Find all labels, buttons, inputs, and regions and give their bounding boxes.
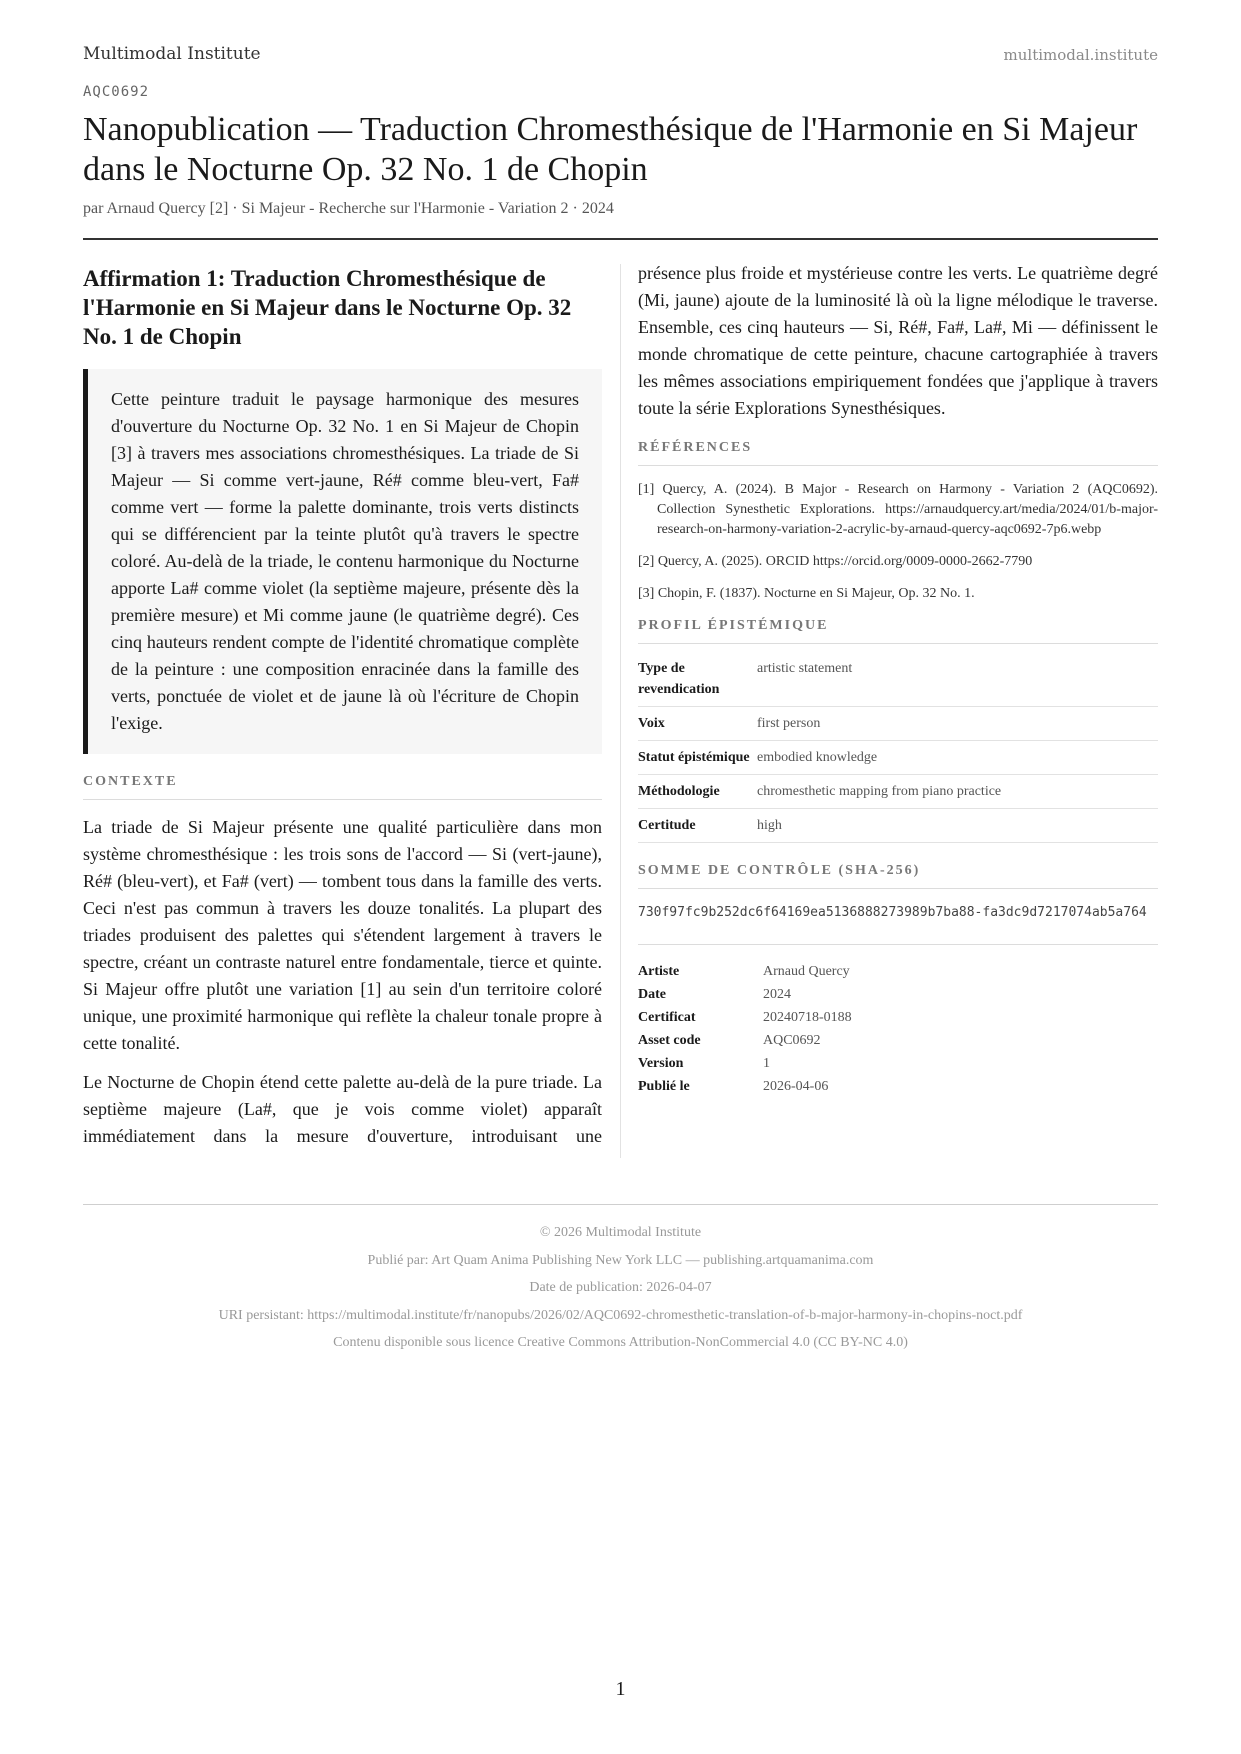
footer xyxy=(83,1223,1158,1361)
table-row xyxy=(638,652,1158,707)
meta-value: 1 xyxy=(763,1056,770,1071)
meta-key: Certificat xyxy=(638,1010,696,1025)
meta-key: Publié le xyxy=(638,1079,690,1094)
meta-key: Artiste xyxy=(638,964,680,979)
document-page xyxy=(83,0,1158,1754)
reference-item[interactable]: [1] Quercy, A. (2024). B Major - Research on Harmony - Variation 2 (AQC0692). Collection Synesthetic Explorations. https://arnaudquercy.art/media/2024/01/b-major-research-on-harmony-variation-2-acrylic-by-arnaud-quercy-aqc0692-7p6.webp xyxy=(638,482,1158,537)
footer-divider xyxy=(83,1204,1158,1205)
meta-key: Date xyxy=(638,987,666,1002)
table-row xyxy=(638,1053,1158,1076)
metadata-table xyxy=(638,961,1158,1099)
table-row xyxy=(638,1007,1158,1030)
table-row xyxy=(638,809,1158,843)
references-list xyxy=(638,480,1158,604)
context-paragraph-2-continued: présence plus froide et mystérieuse contre les verts. Le quatrième degré (Mi, jaune) ajoute de la luminosité là où la ligne mélodique le traverse. Ensemble, ces cinq hauteurs — Si, Ré#, Fa#, La#, Mi — définissent le monde chromatique de cette peinture, chacune cartographiée à travers les mêmes associations empiriquement fondées que j'applique à travers toute la série Explorations Synesthésiques. xyxy=(638,263,1158,418)
right-column xyxy=(638,264,1158,1099)
epistemic-profile-table xyxy=(638,652,1158,843)
context-paragraph-2: Le Nocturne de Chopin étend cette palette au-delà de la pure triade. La septième majeure (La#, que je vois comme violet) apparaît immédiatement dans la mesure d'ouverture, introduisant une xyxy=(83,1072,602,1146)
footer-persistent-uri[interactable]: URI persistant: https://multimodal.institute/fr/nanopubs/2026/02/AQC0692-chromesthetic-translation-of-b-major-harmony-in-chopins-noct.pdf xyxy=(218,1307,1023,1323)
profile-heading: PROFIL ÉPISTÉMIQUE xyxy=(638,618,1158,644)
profile-key: Voix xyxy=(638,707,757,741)
table-row xyxy=(638,1030,1158,1053)
table-row xyxy=(638,741,1158,775)
page-number: 1 xyxy=(615,1678,626,1700)
page-title: Nanopublication — Traduction Chromesthésique de l'Harmonie en Si Majeur dans le Nocturne Op. 32 No. 1 de Chopin xyxy=(83,111,1138,188)
profile-value: chromesthetic mapping from piano practice xyxy=(757,775,1158,809)
profile-key: Certitude xyxy=(638,809,757,843)
table-row xyxy=(638,984,1158,1007)
claim-quote: Cette peinture traduit le paysage harmonique des mesures d'ouverture du Nocturne Op. 32 No. 1 en Si Majeur de Chopin [3] à travers mes associations chromesthésiques. La triade de Si Majeur — Si comme vert-jaune, Ré# comme bleu-vert, Fa# comme vert — forme la palette dominante, trois verts distincts qui se différencient par la teinte plutôt qu'à travers le spectre coloré. Au-delà de la triade, le contenu harmonique du Nocturne apporte La# comme violet (la septième majeure, présente dès la première mesure) et Mi comme jaune (le quatrième degré). Ces cinq hauteurs rendent compte de l'identité chromatique complète de la peinture : une composition enracinée dans la famille des verts, ponctuée de violet et de jaune là où l'écriture de Chopin l'exige. xyxy=(83,369,602,754)
byline: par Arnaud Quercy [2] · Si Majeur - Recherche sur l'Harmonie - Variation 2 · 2024 xyxy=(83,200,614,217)
context-heading: CONTEXTE xyxy=(83,774,602,800)
profile-value: embodied knowledge xyxy=(757,741,1158,775)
table-row xyxy=(638,961,1158,984)
checksum-value: 730f97fc9b252dc6f64169ea5136888273989b7ba88-fa3dc9d7217074ab5a764 xyxy=(638,903,1158,945)
meta-value: Arnaud Quercy xyxy=(763,964,850,979)
profile-value: artistic statement xyxy=(757,652,1158,707)
meta-value: 2026-04-06 xyxy=(763,1079,829,1094)
context-paragraph-1: La triade de Si Majeur présente une qualité particulière dans mon système chromesthésique : les trois sons de l'accord — Si (vert-jaune), Ré# (bleu-vert), et Fa# (vert) — tombent tous dans la famille des verts. Ceci n'est pas commun à travers les douze tonalités. La plupart des triades produisent des palettes qui s'étendent largement à travers le spectre, créant un contraste naturel entre fondamentale, tierce et quinte. Si Majeur offre plutôt une variation [1] au sein d'un territoire coloré unique, une proximité harmonique qui reflète la chaleur tonale propre à cette tonalité. xyxy=(83,817,602,1053)
top-bar xyxy=(83,44,1158,68)
profile-value: first person xyxy=(757,707,1158,741)
profile-value: high xyxy=(757,809,1158,843)
claim-heading: Affirmation 1: Traduction Chromesthésique de l'Harmonie en Si Majeur dans le Nocturne Op. 32 No. 1 de Chopin xyxy=(83,266,572,349)
asset-code: AQC0692 xyxy=(83,84,150,100)
meta-key: Version xyxy=(638,1056,684,1071)
profile-key: Statut épistémique xyxy=(638,741,757,775)
meta-value: 20240718-0188 xyxy=(763,1010,852,1025)
footer-copyright: © 2026 Multimodal Institute xyxy=(539,1225,702,1240)
footer-license: Contenu disponible sous licence Creative Commons Attribution-NonCommercial 4.0 (CC BY-NC 4.0) xyxy=(333,1335,908,1350)
left-column xyxy=(83,264,602,1162)
checksum-heading: SOMME DE CONTRÔLE (SHA-256) xyxy=(638,863,1158,889)
profile-key: Méthodologie xyxy=(638,775,757,809)
meta-value: AQC0692 xyxy=(763,1033,821,1048)
reference-item[interactable]: [2] Quercy, A. (2025). ORCID https://orcid.org/0009-0000-2662-7790 xyxy=(638,554,1033,569)
meta-value: 2024 xyxy=(763,987,791,1002)
footer-publisher[interactable]: Publié par: Art Quam Anima Publishing New York LLC — publishing.artquamanima.com xyxy=(367,1252,874,1268)
site-link[interactable]: multimodal.institute xyxy=(1003,46,1158,64)
header-divider xyxy=(83,238,1158,240)
table-row xyxy=(638,1076,1158,1099)
footer-publication-date: Date de publication: 2026-04-07 xyxy=(529,1280,712,1295)
meta-key: Asset code xyxy=(638,1033,701,1048)
reference-item: [3] Chopin, F. (1837). Nocturne en Si Majeur, Op. 32 No. 1. xyxy=(638,586,975,601)
table-row xyxy=(638,775,1158,809)
profile-key: Type de revendication xyxy=(638,652,757,707)
column-divider xyxy=(620,264,621,1158)
table-row xyxy=(638,707,1158,741)
institute-name: Multimodal Institute xyxy=(83,44,261,64)
references-heading: RÉFÉRENCES xyxy=(638,440,1158,466)
